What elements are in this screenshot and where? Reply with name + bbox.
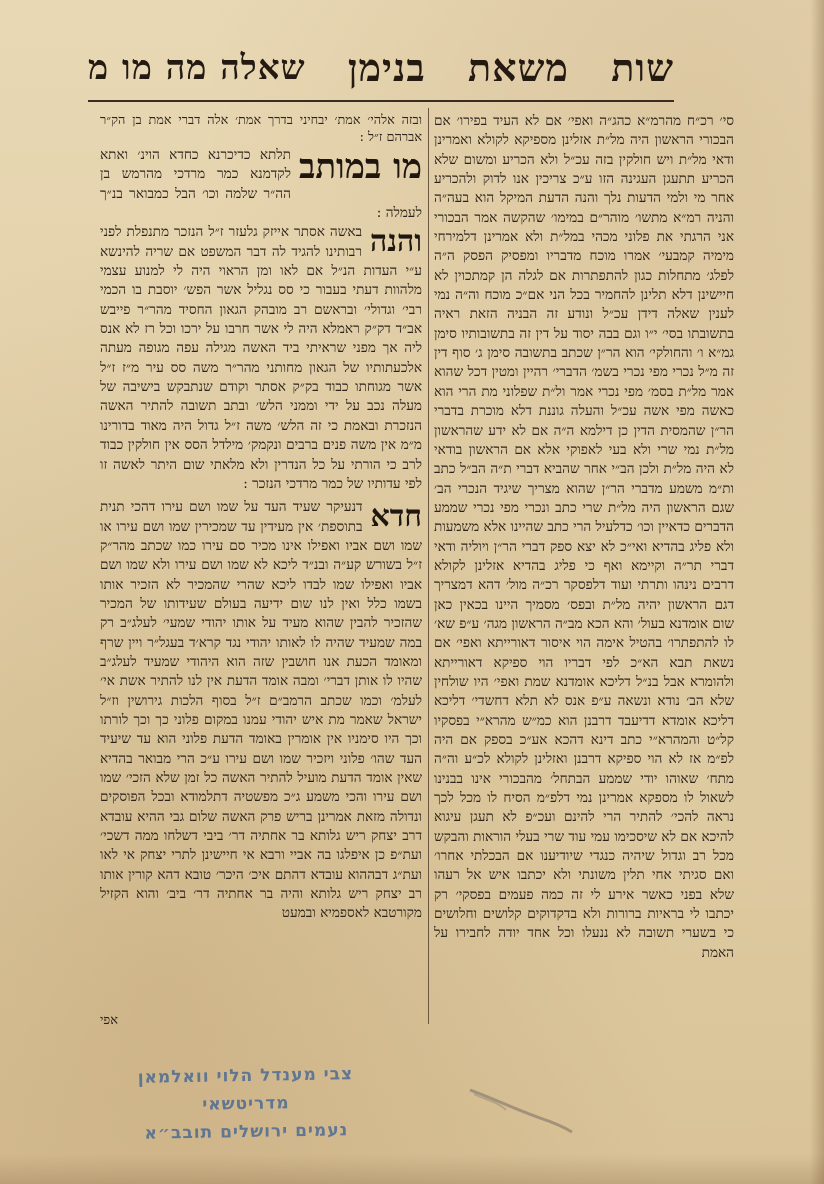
paragraph-chada-text: דנעיקר שעיד העד על שמו ושם עירו דהכי תנית בתוספת׳ אין מעידין עד שמכירין שמו ושם עירו או שמו ושם אביו ואפילו אינו מכיר סם עירו כמו שכתב מהר״ק ז״ל בשורש קע״ה ובנ״ד ליכא לא שמו ושם עירו ולא שמו ושם אביו ואפילו שמו לבדו ליכא שהרי שהמכיר לא הזכיר אותו בשמו כלל ואין לנו שום ידיעה בעולם שעידותו של המכיר שהזכיר להבין שהוא מעיד על אותו יהודי שמעי׳ לעלג״ב רק במה שמעיד שהיה לו לאותו יהודי נגד קרא׳ד בעגל״ר ויין שרף ומאומד הכעת אנו חושבין שזה הוא היהודי שמעיד לעלג״ב שהיו לו אותן דברי׳ ומבה אומד הדעת אין לנו להתיר אשת אי׳ לעלמ׳ וכמו שכתב הרמב״ם ז״ל בסוף הלכות גירושין וז״ל ישראל שאמר מת איש יהודי עמנו במקום פלוני כך וכך לורתו וכך היו סימניו אין אומרין באומד הדעת פלוני הוא עד שיעיד העד שהו׳ פלוני ויזכיר שמו ושם עירו ע״כ הרי מבואר בהדיא שאין אומד הדעת מועיל להתיר האשה כל זמן שלא הזכי׳ שמו ושם עירו והכי משמע ג״כ מפשטיה דתלמודא ובכל הפוסקים ונדולה מזאת אמרינן בריש פרק האשה שלום גבי ההיא עובדא דרב יצחק ריש גלותא בר אחתיה דר׳ ביבי דשלחו ממה דשכי׳ ועת״פ כן איפלגו בה אביי ורבא אי חיישינן לתרי יצחק אי לאו ועת״ג דבההוא עובדא דהתם איכ׳ היכר׳ טובא דהא קורין אותו רב יצחק ריש גלותא והיה בר אחתיה דר׳ ביב׳ והוא הקזיל מקורטבא לאספמיא ובמעט: [100, 499, 422, 922]
responsum-opening-text: תלתא כדיכרנא כחדא הוינ׳ ואתא לקדמנא כמר מרדכי מהרמש בן הה״ר שלמה וכו׳ הבל כמבואר בנ״ך לעמלה :: [100, 147, 422, 222]
paragraph-vehine-text: באשה אסתר אייזק גלעזר ז״ל הנזכר מתנפלת לפני רבותינו להגיד לה דבר המשפט אם שריה להינשא ע״י העדות הנ״ל אם לאו ומן הראוי היה לי למנוע עצמי מלהוות דעתי בעבור כי סס נגליל אשר הפש׳ יוסבת בו הכמי רבי׳ וגדולי׳ ובראשם רב מובהק הגאון החסיד מהר״ר פייבש אב״ד דק״ק ראמלא היה לי אשר חרבו על ירכו וכל רז לא אנס ליה אך מפני שראיתי ביד האשה מגילה עפה מגופה מעתה אלכעתותיו של הגאון מחותני מהר״ר משה סס עיר מ״ז ז״ל אשר מגוחתו כבוד בק״ק אסתר וקודם שנתבקש בישיבה של מעלה נכב על ידי וממני הלש׳ ובתב תשובה להתיר האשה הנזכרת ובאמת כי זה הלש׳ משה ז״ל גדול היה מאוד בדורינו מ״מ אין משה פנים ברבים ונקמק׳ מילדל הסס אין חולקין כבוד לרב כי הורתי על כל הנדרין ולא מלאתי שום היתר לאשה זו לפי עדותיו של כמר מרדכי הנזכר :: [100, 224, 422, 492]
paragraph-chada: [100, 498, 422, 924]
column-divider: [428, 108, 429, 1024]
page-edge-shadow: [810, 0, 824, 1184]
right-text-column: [434, 112, 734, 1034]
section-heading-chada: חדא: [370, 499, 422, 535]
ink-smudge: [462, 1080, 582, 1140]
header-word-masat: משאת: [467, 45, 569, 90]
header-question-number: שאלה מה מו מ: [88, 48, 306, 88]
page-bottom-shadow: [0, 1154, 824, 1184]
running-header: [88, 38, 674, 98]
stamp-line-city: נעמים ירושלים תובב״א: [144, 1120, 349, 1144]
paragraph-vehine: [100, 223, 422, 494]
header-word-shut: שות: [611, 45, 674, 90]
closing-signature-line: ובזה אלהי׳ אמת׳ יבחיני בדרך אמת׳ אלה דברי אמת בן הק״ר אברהם ז״ל :: [100, 113, 422, 145]
catchword: אפי: [100, 1013, 119, 1028]
section-heading-mu-bemotav: מו במותב: [298, 147, 422, 187]
section-heading-vehine: והנה: [370, 224, 422, 260]
right-column-paragraph: סי׳ רכ״ח מהרמ״א כהג״ה ואפי׳ אם לא העיד בפירו׳ אם הבכורי הראשון היה מל״ת אזלינן מספיקא לקולא ואמרינן ודאי מל״ת ויש חולקין בזה עכ״ל ולא הכריע ומשום שלא הכריע תתעגן העגינה הזו ע״כ צריכין אנו לדוק ולהכריע אחר מי ולמי הדעות נלך והנה הדעת המיקל הוא בעה״ה והניה רמ״א מתשו׳ מוהר״ם במימו׳ שהקשה אמר הבכורי אני הרגתי את פלוני מכהי במל״ת ולא אמרינן דלמירחי מימיה קמבעי׳ אמרו מוכח מדבריו ומפסיק הפסק ה״ה לפלג׳ מתחלות כגון להתפתרות אם לגלה הן קמתכוין לא חיישינן דלא תלינן להחמיר בכל הני אם״כ מוכח וה״ה נמי לענין שאלה דידן עכ״ל ונודע זה הבניה הזאת ראיה בתשובתו בסי׳ י״ו וגם בבה יסוד על דין זה בתשובותיו סימן גמ״א ו׳ והחולקי׳ הוא הר״ן שכתב בתשובה סימן ג׳ סוף דין זה מ״ל נכרי מפי נכרי בשמ׳ הדברי׳ רהיין ומטין דכל שהוא אמר מל״ת בסמ׳ מפי נכרי אמר ול״ת שפלוני מת הרי הוא כאשה מפי אשה עכ״ל והעלה גוננת דלא מוכרת בדברי הר״ן שהמסית הדין כן דילמא ה״ה אם לא ידע שהראשון מל״ת נמי שרי ולא בעי לאפוקי אלא אם הראשון בודאי לא היה מל״ת ולכן הב״י אחר שהביא דברי ת״ה הב״ל כתב ות״מ משמע מדברי הר״ן שהוא מצריך שיגיד הנכרי הב׳ שגם הראשון היה מל״ת שרי כתב ונכרי מפי נכרי שממע הדברים כדאיין וכו׳ כדלעיל הרי כתב שהיינו אלא משמעות ולא פליג בהדיא ואי״כ לא יצא ספק דברי הר״ן ויוליה ודאי דברי תר״ה וקיימא ואף כי פליג בהדיא אזלינן לקולא דרבים נינהו ותרתי ועוד דלפסקר רכ״ה מול׳ דהא דמצריך דגם הראשון יהיה מל״ת ובפס׳ מסמיך היינו בכאין כאן שום אומדנא בעול׳ והא הכא מב״ה הראשון מגה׳ ע״פ שא׳ לו להתפתרו׳ בהטיל אימה הוי איסור דאורייתא ואפי׳ אם נשאת תבא הא״כ לפי דבריו הוי ספיקא דאורייתא ולהומרא אבל בנ״ל דליכא אומדנא שמת ואפי׳ היו שולחין שלא הב׳ נודא ונשאה ע״פ אנס לא תלא דחשדי׳ דליכא דליכא אומדא דדיעבד דרבנן הוא כמ״ש מהרא״י בפסקיו קל״ט והמהרא״י כתב דינא דהכא אע״כ בספק אם היה לפ״מ אז לא הוי ספיקא דרבנן ואזלינן לקולא לכ״ע וה״ה מתח׳ שאוהו יודי שממע הבתחל׳ מהבכורי אינו בבנינו לשאול לו מספקא אמרינן נמי דלפ״מ הסיח לו מכל לכך נראה להכי׳ להתיר הרי להינם ועכ״פ לא תעגן עיגוא להיכא אם לא שיסכימו עמי עוד שרי בעלי הוראות והבקש מכל רב וגדול שיהיה כנגדי שיודיענו אם הבכלתי אחרו׳ ואם סגיתי אחי תלין משונתי ולא יכתבו איש אל רעהו שלא בפני כאשר אירע לי זה כמה פעמים בפסקי׳ רק יכתבו לי בראיות ברורות ולא בדקדוקים קלושים וחלושים כי בשערי תשובה לא ננעלו וכל אחד יודה לחבירו על האמת: [434, 113, 734, 961]
responsum-opening: [100, 146, 422, 223]
stamp-line-name: צבי מענדל הלוי וואלמאן: [137, 1064, 354, 1088]
owner-stamp: [95, 1059, 397, 1154]
header-rule: [88, 100, 674, 102]
header-word-binyamin: בנימן: [347, 45, 426, 90]
stamp-line-town: מדריטשאי: [202, 1093, 290, 1115]
left-text-column: [100, 112, 422, 1034]
